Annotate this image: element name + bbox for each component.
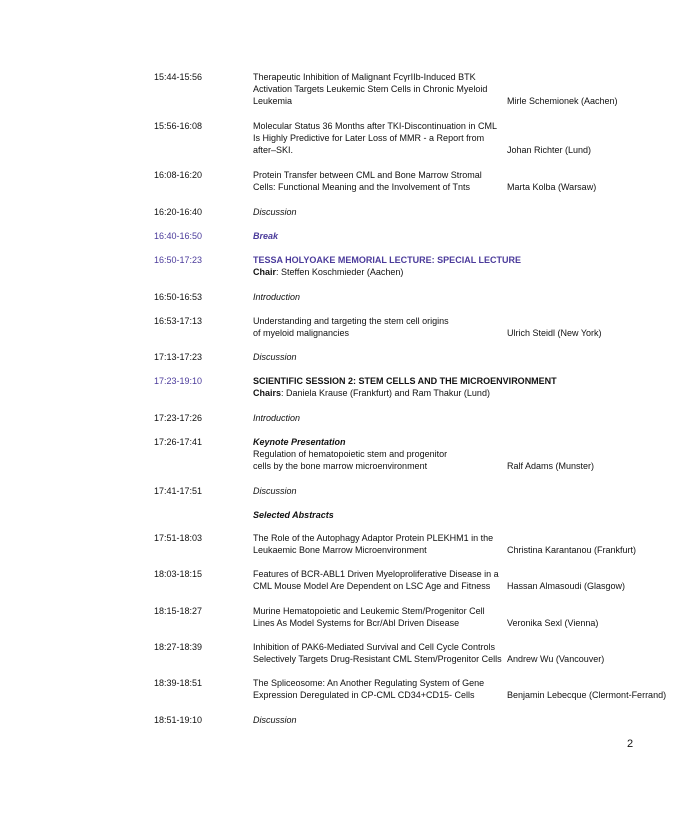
entry-label: Discussion — [253, 352, 297, 362]
entry-label: Introduction — [253, 292, 301, 302]
entry-time: 17:13-17:23 — [154, 352, 203, 362]
entry-time: 16:40-16:50 — [154, 231, 203, 241]
entry-speaker: Christina Karantanou (Frankfurt) — [507, 545, 637, 555]
entry-speaker: Veronika Sexl (Vienna) — [507, 618, 599, 628]
page-number: 2 — [627, 738, 634, 750]
selected-abstracts-heading: Selected Abstracts — [253, 510, 334, 520]
session-title: TESSA HOLYOAKE MEMORIAL LECTURE: SPECIAL LECTURE — [253, 255, 522, 265]
entry-time: 18:27-18:39 — [154, 642, 203, 652]
entry-speaker: Johan Richter (Lund) — [507, 145, 592, 155]
entry-time: 17:23-19:10 — [154, 376, 203, 386]
entry-time: 16:50-17:23 — [154, 255, 203, 265]
entry-time: 16:20-16:40 — [154, 207, 203, 217]
entry-time: 18:03-18:15 — [154, 569, 203, 579]
entry-time: 17:51-18:03 — [154, 533, 203, 543]
session-title: SCIENTIFIC SESSION 2: STEM CELLS AND THE MICROENVIRONMENT — [253, 376, 557, 386]
entry-title: Molecular Status 36 Months after TKI-Discontinuation in CML Is Highly Predictive for Later Loss of MMR - a Report from after–SKI. — [253, 121, 497, 155]
entry-title: Murine Hematopoietic and Leukemic Stem/Progenitor Cell Lines As Model Systems for Bcr/Abl Driven Disease — [253, 606, 485, 628]
entry-title: Keynote Presentation Regulation of hematopoietic stem and progenitor cells by the bone marrow microenvironment — [253, 436, 508, 472]
entry-title: The Spliceosome: An Another Regulating System of Gene Expression Deregulated in CP-CML CD34+CD15- Cells — [253, 678, 485, 700]
entry-speaker: Ulrich Steidl (New York) — [507, 328, 602, 338]
entry-time: 18:15-18:27 — [154, 606, 203, 616]
entry-time: 17:26-17:41 — [154, 437, 203, 447]
session-chair: Chairs: Daniela Krause (Frankfurt) and Ram Thakur (Lund) — [253, 388, 490, 398]
entry-speaker: Mirle Schemionek (Aachen) — [507, 96, 618, 106]
entry-time: 16:08-16:20 — [154, 170, 203, 180]
entry-label: Break — [253, 231, 279, 241]
entry-title: Protein Transfer between CML and Bone Marrow Stromal Cells: Functional Meaning and the Involvement of Tnts — [253, 170, 482, 192]
session-block — [253, 375, 557, 399]
entry-label: Discussion — [253, 715, 297, 725]
entry-label: Introduction — [253, 413, 301, 423]
entry-speaker: Ralf Adams (Munster) — [507, 461, 595, 471]
entry-time: 16:50-16:53 — [154, 292, 203, 302]
entry-speaker: Benjamin Lebecque (Clermont-Ferrand) — [507, 690, 667, 700]
entry-time: 15:44-15:56 — [154, 72, 203, 82]
entry-title: Features of BCR-ABL1 Driven Myeloproliferative Disease in a CML Mouse Model Are Dependent on LSC Age and Fitness — [253, 569, 499, 591]
entry-time: 15:56-16:08 — [154, 121, 203, 131]
entry-time: 18:39-18:51 — [154, 678, 203, 688]
entry-title: The Role of the Autophagy Adaptor Protein PLEKHM1 in the Leukaemic Bone Marrow Microenvironment — [253, 533, 494, 555]
keynote-heading: Keynote Presentation — [253, 437, 346, 447]
entry-title: Therapeutic Inhibition of Malignant FcγrIIb-Induced BTK Activation Targets Leukemic Stem Cells in Chronic Myeloid Leukemia — [253, 72, 488, 106]
entry-title: Inhibition of PAK6-Mediated Survival and Cell Cycle Controls Selectively Targets Drug-Resistant CML Stem/Progenitor Cells — [253, 642, 502, 664]
session-chair: Chair: Steffen Koschmieder (Aachen) — [253, 267, 404, 277]
entry-label: Discussion — [253, 486, 297, 496]
entry-time: 17:23-17:26 — [154, 413, 203, 423]
entry-speaker: Marta Kolba (Warsaw) — [507, 182, 597, 192]
session-block — [253, 254, 522, 278]
entry-title: Understanding and targeting the stem cell origins of myeloid malignancies — [253, 316, 449, 338]
entry-time: 17:41-17:51 — [154, 486, 203, 496]
entry-speaker: Andrew Wu (Vancouver) — [507, 654, 605, 664]
entry-time: 16:53-17:13 — [154, 316, 203, 326]
entry-speaker: Hassan Almasoudi (Glasgow) — [507, 581, 626, 591]
entry-label: Discussion — [253, 207, 297, 217]
entry-time: 18:51-19:10 — [154, 715, 203, 725]
